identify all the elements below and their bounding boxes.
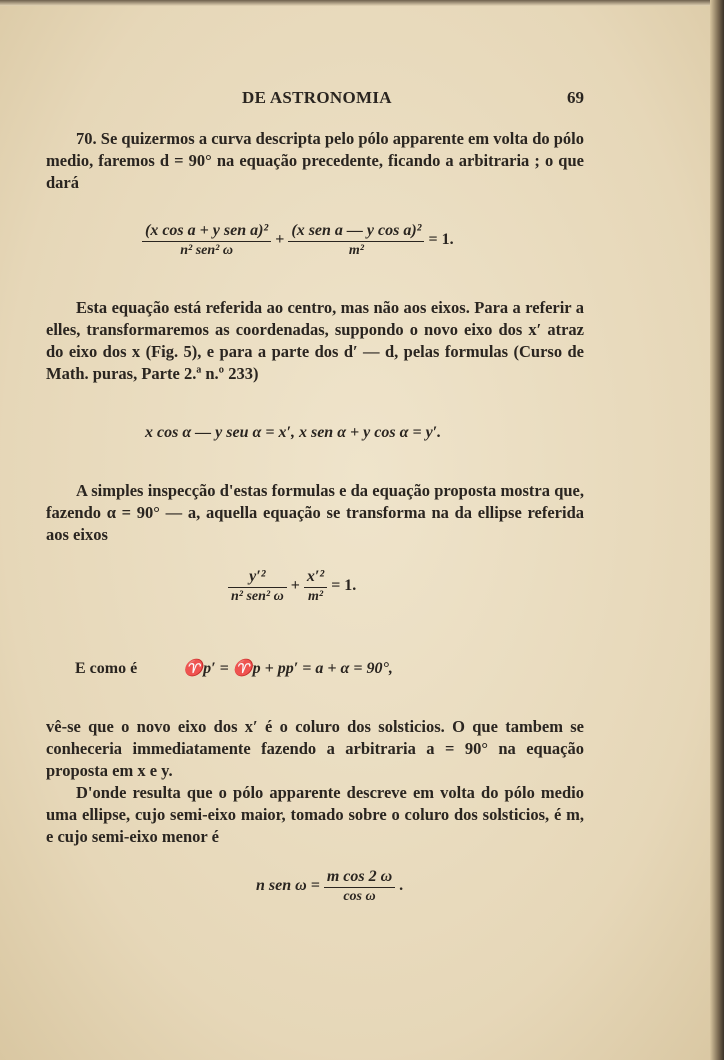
equation-2: x cos α — y seu α = x′, x sen α + y cos α = y′. [145,424,442,441]
page-top-edge [0,0,724,6]
paragraph-5-text: D'onde resulta que o pólo apparente descreve em volta do pólo medio uma ellipse, cujo semi-eixo maior, tomado sobre o coluro dos solsticios, é m, e cujo semi-eixo menor é [46,783,584,846]
eq3-left-denominator: n² sen² ω [231,589,284,604]
equation-5 [256,868,403,905]
page-number: 69 [567,88,584,107]
eq4-formula: ♈p′ = ♈p + pp′ = a + α = 90°, [183,660,393,677]
paragraph-70-text: Se quizermos a curva descripta pelo pólo apparente em volta do pólo medio, faremos d = 90° na equação precedente, ficando a arbitraria ; o que dará [46,129,585,192]
eq1-right-fraction [288,222,424,259]
paragraph-3 [46,480,584,546]
eq1-left-denominator: n² sen² ω [180,243,233,258]
eq5-lhs: n sen ω = [256,877,320,895]
eq1-plus: + [275,231,285,249]
eq1-right-numerator: (x sen a — y cos a)² [288,222,424,242]
eq5-fraction [324,868,395,905]
running-title: DE ASTRONOMIA [242,88,392,107]
eq3-plus: + [290,577,300,595]
section-number: 70. [76,129,97,148]
eq4-lead: E como é [75,660,138,677]
eq3-rhs: = 1. [331,577,357,595]
eq1-left-fraction [142,222,271,259]
equation-3 [228,568,356,605]
eq5-numerator: m cos 2 ω [324,868,395,888]
paragraph-4 [46,716,584,782]
paragraph-5 [46,782,584,848]
page-header [46,88,584,112]
paragraph-4-text: vê-se que o novo eixo dos x′ é o coluro dos solsticios. O que tambem se conheceria immediatamente fazendo a arbitraria a = 90° na equação proposta em x e y. [46,717,584,780]
paragraph-3-text: A simples inspecção d'estas formulas e da equação proposta mostra que, fazendo α = 90° — a, aquella equação se transforma na da ellipse referida aos eixos [46,481,584,544]
eq1-right-denominator: m² [348,243,364,258]
page-binding-edge [710,0,724,1060]
paragraph-2-text: Esta equação está referida ao centro, mas não aos eixos. Para a referir a elles, transformaremos as coordenadas, suppondo o novo eixo dos x′ atraz do eixo dos x (Fig. 5), e para a parte dos d′ — d, pelas formulas (Curso de Math. puras, Parte 2.ª n.º 233) [46,298,584,383]
eq5-denominator: cos ω [343,889,376,904]
equation-4 [75,658,575,678]
eq3-right-numerator: x′² [304,568,327,588]
eq3-right-denominator: m² [307,589,324,604]
eq1-rhs: = 1. [428,231,454,249]
paragraph-2 [46,297,584,385]
eq3-right-fraction [304,568,327,605]
paragraph-70 [46,128,584,194]
eq1-left-numerator: (x cos a + y sen a)² [142,222,271,242]
eq3-left-numerator: y′² [228,568,287,588]
eq3-left-fraction [228,568,287,605]
equation-1 [142,222,454,259]
eq5-end: . [399,877,404,895]
